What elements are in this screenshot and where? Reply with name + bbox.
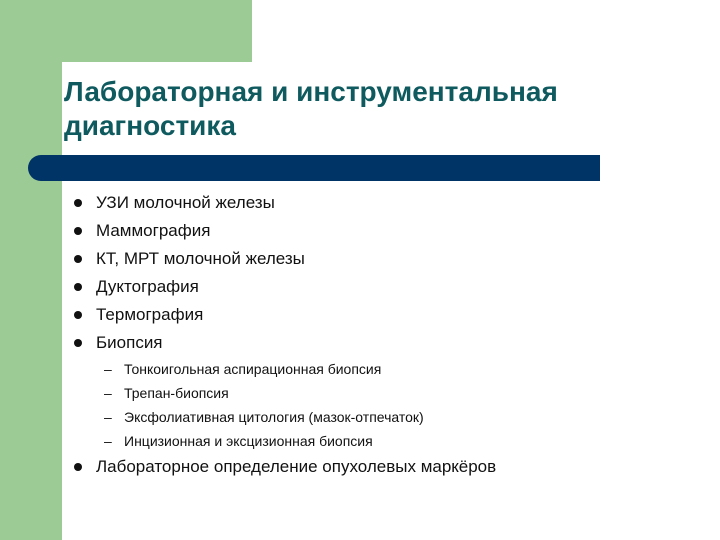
top-accent-block [0, 0, 252, 62]
list-item [74, 333, 694, 352]
sub-list-item [74, 433, 694, 450]
bullet-dot-icon [74, 227, 82, 235]
dash-marker-icon: – [104, 433, 112, 449]
sub-list-item [74, 361, 694, 378]
bullet-dot-icon [74, 283, 82, 291]
dash-marker-icon: – [104, 361, 112, 377]
slide-title: Лабораторная и инструментальная диагностика [64, 76, 558, 141]
bullet-dot-icon [74, 463, 82, 471]
sub-list-item-text: Инцизионная и эксцизионная биопсия [124, 433, 373, 449]
bullet-dot-icon [74, 199, 82, 207]
sub-list-item [74, 409, 694, 426]
list-item-text: Термография [96, 305, 204, 324]
list-item-text: Биопсия [96, 333, 163, 352]
list-item-text: Дуктография [96, 277, 199, 296]
list-item [74, 221, 694, 240]
bullet-list [74, 193, 694, 485]
sub-list-item-text: Тонкоигольная аспирационная биопсия [124, 361, 382, 377]
list-item-text: Лабораторное определение опухолевых маркёров [96, 457, 497, 476]
bullet-dot-icon [74, 339, 82, 347]
list-item [74, 457, 694, 476]
sub-list-item-text: Эксфолиативная цитология (мазок-отпечаток) [124, 409, 424, 425]
list-item [74, 305, 694, 324]
list-item-text: УЗИ молочной железы [96, 193, 275, 212]
list-item-text: КТ, МРТ молочной железы [96, 249, 305, 268]
list-item [74, 249, 694, 268]
bullet-dot-icon [74, 311, 82, 319]
sub-list-item [74, 385, 694, 402]
sub-list-item-text: Трепан-биопсия [124, 385, 229, 401]
dash-marker-icon: – [104, 385, 112, 401]
list-item [74, 277, 694, 296]
list-item-text: Маммография [96, 221, 211, 240]
title-divider [28, 155, 600, 181]
bullet-dot-icon [74, 255, 82, 263]
list-item [74, 193, 694, 212]
dash-marker-icon: – [104, 409, 112, 425]
side-accent-bar [0, 0, 62, 540]
